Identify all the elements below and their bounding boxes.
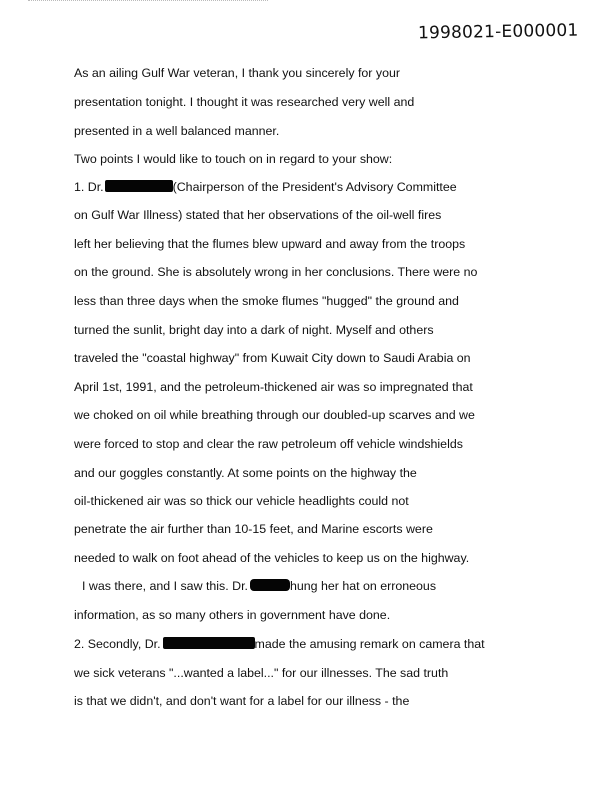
text-line: less than three days when the smoke flumes "hugged" the ground and — [74, 294, 459, 308]
text-line: turned the sunlit, bright day into a dark of night. Myself and others — [74, 323, 434, 337]
text-segment: (Chairperson of the President's Advisory Committee — [172, 180, 457, 194]
text-segment: 2. Secondly, Dr. — [74, 637, 161, 651]
text-line: is that we didn't, and don't want for a label for our illness - the — [74, 694, 410, 708]
text-line: we sick veterans "...wanted a label..." for our illnesses. The sad truth — [74, 666, 449, 680]
redaction-bar — [250, 579, 290, 591]
document-id-stamp: 1998021-E000001 — [417, 20, 579, 44]
text-line: on Gulf War Illness) stated that her observations of the oil-well fires — [74, 208, 442, 222]
redaction-bar — [163, 637, 255, 649]
text-line-witness — [82, 579, 436, 594]
text-segment: I was there, and I saw this. Dr. — [82, 579, 248, 593]
text-line: penetrate the air further than 10-15 feet, and Marine escorts were — [74, 522, 433, 536]
text-line: were forced to stop and clear the raw petroleum off vehicle windshields — [74, 437, 463, 451]
redaction-bar — [105, 180, 173, 192]
text-line: presentation tonight. I thought it was researched very well and — [74, 95, 415, 109]
text-line: on the ground. She is absolutely wrong in her conclusions. There were no — [74, 265, 478, 279]
text-line: As an ailing Gulf War veteran, I thank you sincerely for your — [74, 66, 400, 80]
text-line: needed to walk on foot ahead of the vehicles to keep us on the highway. — [74, 551, 470, 565]
text-line-point-2 — [74, 637, 485, 652]
text-line: left her believing that the flumes blew upward and away from the troops — [74, 237, 466, 251]
text-line: oil-thickened air was so thick our vehicle headlights could not — [74, 494, 409, 508]
text-line-point-1 — [74, 180, 457, 195]
text-line: Two points I would like to touch on in regard to your show: — [74, 152, 393, 166]
text-line: we choked on oil while breathing through our doubled-up scarves and we — [74, 408, 475, 422]
text-line: information, as so many others in government have done. — [74, 608, 391, 622]
text-line: and our goggles constantly. At some points on the highway the — [74, 466, 417, 480]
text-segment: hung her hat on erroneous — [289, 579, 437, 593]
text-segment: made the amusing remark on camera that — [254, 637, 485, 651]
text-line: April 1st, 1991, and the petroleum-thickened air was so impregnated that — [74, 380, 473, 394]
scan-artifact — [28, 0, 268, 4]
text-line: traveled the "coastal highway" from Kuwait City down to Saudi Arabia on — [74, 351, 471, 365]
text-line: presented in a well balanced manner. — [74, 124, 280, 138]
text-segment: 1. Dr. — [74, 180, 104, 194]
